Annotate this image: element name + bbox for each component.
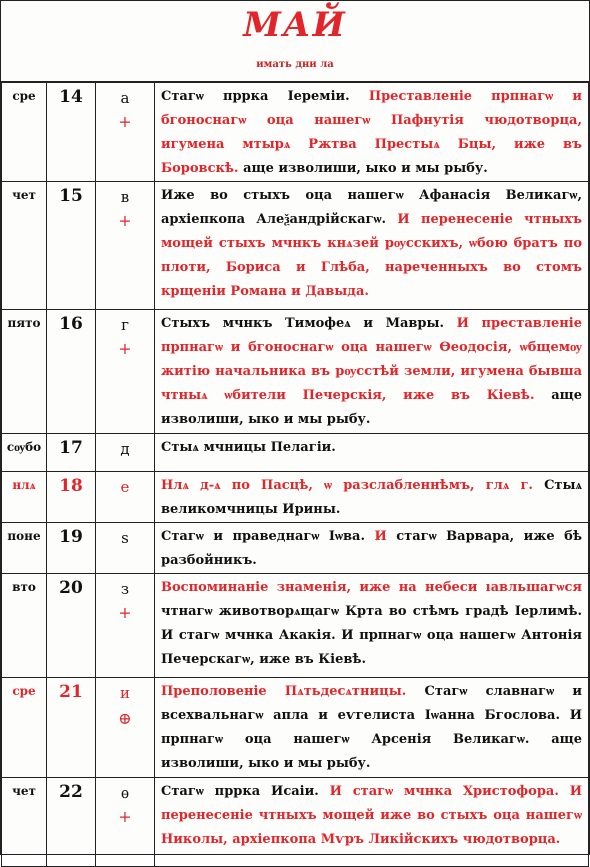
slavonic-numeral: ѕ [121, 529, 129, 547]
table-row [2, 523, 589, 574]
feast-cross-icon: + [118, 603, 132, 622]
feast-cross-icon: + [118, 211, 132, 230]
slavonic-numeral: г [121, 316, 129, 334]
commemoration-text [155, 434, 589, 472]
day-number-cell: 15 [47, 182, 96, 310]
commemoration-red-text: И [374, 529, 387, 544]
day-number-cell: 20 [47, 574, 96, 678]
day-number-cell: 14 [47, 83, 96, 182]
commemoration-red-text: И преставленiе прпнагѡ и бгоноснагѡ оца нашегѡ Ѳеодосiя, ѡбщемѹ житiю начальника въ рѹсстѣй земли, игумена бывша чтныѧ ѡбители Печерскiя, иже въ Кiевѣ. [161, 316, 582, 403]
commemoration-text [155, 83, 589, 182]
slavonic-numeral: з [120, 580, 130, 598]
month-subtitle: имать дни ла [256, 59, 334, 70]
commemoration-black-text: Стагѡ прркa Іеремiи. [161, 89, 369, 104]
commemoration-black-text: чтнагѡ животворѧщагѡ Крта во стѣмъ градѣ Iерлимѣ. И стагѡ мчнка Акакiя. И прпнагѡ оца нашегѡ Антонiя Печерскагѡ, иже въ Кiевѣ. [161, 604, 582, 667]
slavonic-numeral: д [120, 440, 130, 458]
weekday-cell: чет [2, 182, 47, 310]
commemoration-black-text: Стыѧ мчницы Пелагiи. [161, 440, 336, 455]
table-row [2, 310, 589, 434]
feast-cross-icon: + [118, 807, 132, 826]
commemoration-text [155, 574, 589, 678]
weekday-cell: сре [2, 83, 47, 182]
day-number-cell: 19 [47, 523, 96, 574]
commemoration-red-text: Преполовенiе Пѧтьдесѧтницы. [161, 684, 407, 699]
letter-cell [96, 523, 155, 574]
commemoration-black-text: Стагѡ прркa Исаiи. [161, 784, 330, 799]
commemoration-text [155, 182, 589, 310]
commemoration-black-text: Стагѡ славнагѡ и всехвальнагѡ апла и еѵгелиста Іѡанна Бгослова. И прпнагѡ оца нашегѡ Арсенiя Великагѡ. аще изволиши, ыко и мы рыбу. [161, 684, 582, 771]
weekday-cell: вто [2, 574, 47, 678]
weekday-cell: сѹбо [2, 434, 47, 472]
commemoration-black-text: стагѡ Варвара, иже бѣ разбойникъ. [161, 529, 582, 568]
weekday-cell: поне [2, 523, 47, 574]
day-number-cell: 17 [47, 434, 96, 472]
month-header [1, 1, 589, 82]
commemoration-text [155, 778, 589, 867]
slavonic-numeral: ѳ [120, 784, 130, 802]
commemoration-black-text: Иже во стыхъ оца нашегѡ Афанасiя Великагѡ, архiепкопа Алеѯандрiйскагѡ. [161, 188, 582, 227]
slavonic-numeral: е [120, 478, 130, 496]
feast-cross-icon: + [118, 339, 132, 358]
letter-cell [96, 472, 155, 523]
letter-cell [96, 182, 155, 310]
feast-cross-circle-icon: ⊕ [118, 709, 132, 728]
day-number-cell: 18 [47, 472, 96, 523]
commemoration-black-text: аще изволиши, ыко и мы рыбу. [238, 161, 488, 176]
letter-cell [96, 83, 155, 182]
feast-table [1, 82, 589, 867]
commemoration-text [155, 678, 589, 778]
letter-cell [96, 778, 155, 867]
commemoration-black-text: аще изволиши, ыко и мы рыбу. [161, 388, 583, 427]
table-row [2, 678, 589, 778]
commemoration-text [155, 310, 589, 434]
commemoration-red-text: Преставленiе прпнагѡ и бгоноснагѡ оца нашегѡ Пафнутiя чюдотворца, игумена мтырѧ Ржтва Престыѧ Бцы, иже въ Боровскѣ. [161, 89, 582, 176]
commemoration-black-text: Стагѡ и праведнагѡ Іѡва. [161, 529, 375, 544]
letter-cell [96, 574, 155, 678]
table-row [2, 472, 589, 523]
commemoration-black-text: Стыѧ великомчницы Ирины. [161, 478, 583, 517]
letter-cell [96, 434, 155, 472]
commemoration-red-text: И стагѡ мчнка Христофора. И перенесенiе чтныхъ мощей иже во стыхъ оца нашегѡ Николы, архiепкопа Мѵръ Ликiйскихъ чюдотворца. [161, 784, 582, 847]
letter-cell [96, 678, 155, 778]
table-row [2, 434, 589, 472]
letter-cell [96, 310, 155, 434]
month-title: МАЙ [243, 5, 347, 45]
table-row [2, 778, 589, 867]
table-row [2, 182, 589, 310]
weekday-cell: сре [2, 678, 47, 778]
commemoration-red-text: Воспоминанiе знаменiя, иже на небеси ıавльшагѡся [161, 580, 582, 595]
slavonic-numeral: а [120, 89, 130, 107]
table-row [2, 574, 589, 678]
day-number-cell: 21 [47, 678, 96, 778]
slavonic-numeral: в [120, 188, 130, 206]
weekday-cell: пято [2, 310, 47, 434]
table-row [2, 83, 589, 182]
commemoration-red-text: И перенесенiе чтныхъ мощей стыхъ мчнкъ кнѧзей рѹсскихъ, ѡбою братъ по плоти, Бориса и Глѣба, нареченныхъ во стомъ крщенiи Романа и Давыда. [161, 212, 582, 299]
weekday-cell: чет [2, 778, 47, 867]
day-number-cell: 22 [47, 778, 96, 867]
slavonic-numeral: и [120, 684, 130, 702]
day-number-cell: 16 [47, 310, 96, 434]
commemoration-text [155, 472, 589, 523]
commemoration-black-text: Стыхъ мчнкъ Тимофеѧ и Мавры. [161, 316, 457, 331]
commemoration-text [155, 523, 589, 574]
commemoration-red-text: Нлѧ д-ѧ по Пасцѣ, ѡ разслабленнѣмъ, глѧ г. [161, 478, 533, 493]
weekday-cell: нлѧ [2, 472, 47, 523]
feast-cross-icon: + [118, 112, 132, 131]
